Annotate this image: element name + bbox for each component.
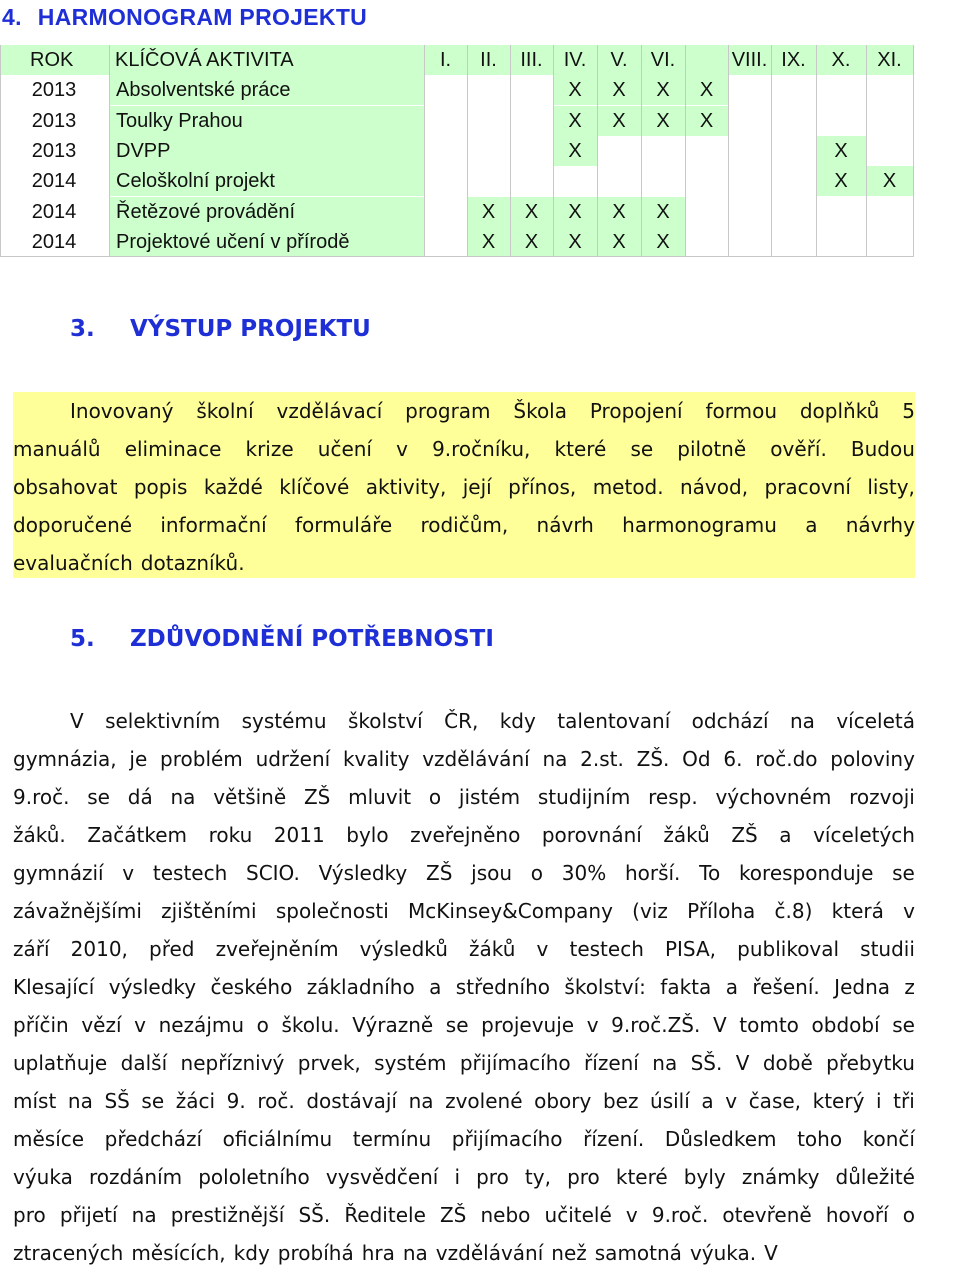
paragraph-line: gymnázia, je problém udržení kvality vzdělávání na 2.st. ZŠ. Od 6. roč.do poloviny (13, 747, 915, 771)
grid-vline (866, 45, 867, 257)
row-mark: X (553, 136, 597, 166)
header-rok: ROK (30, 49, 74, 71)
paragraph-line: příčin vězí v nezájmu o školu. Výrazně se projevuje v 9.roč.ZŠ. V tomto období se (13, 1013, 915, 1037)
row-mark (728, 166, 771, 196)
vystup-heading-number: 3. (70, 316, 95, 342)
row-mark (771, 197, 816, 227)
paragraph-line: měsíce předchází oficiálnímu termínu přijímacího řízení. Důsledkem toho končí (13, 1127, 915, 1151)
grid-vline (913, 45, 914, 257)
paragraph-line: ztracených měsících, kdy probíhá hra na vzdělávání než samotná výuka. V (13, 1241, 778, 1265)
paragraph-line: gymnázií v testech SCIO. Výsledky ZŠ jsou o 30% horší. To koresponduje se (13, 861, 915, 885)
header-month: V. (610, 49, 628, 71)
row-mark: X (685, 106, 728, 136)
row-mark (641, 166, 685, 196)
grid-vline (510, 45, 511, 257)
paragraph-line: žáků. Začátkem roku 2011 bylo zveřejněno porovnání žáků ZŠ a víceletých (13, 823, 915, 847)
grid-hline (0, 256, 913, 257)
row-mark (866, 197, 913, 227)
grid-vline (424, 45, 425, 257)
row-mark: X (467, 227, 510, 257)
row-year: 2013 (31, 140, 77, 162)
vystup-heading (70, 316, 371, 342)
row-mark: X (866, 166, 913, 196)
row-mark (553, 166, 597, 196)
header-month: III. (520, 49, 543, 71)
grid-vline (816, 45, 817, 257)
grid-vline (685, 45, 686, 257)
row-mark (424, 136, 467, 166)
row-mark: X (641, 75, 685, 105)
header-month: XI. (877, 49, 902, 71)
header-month: VIII. (731, 49, 768, 71)
row-mark: X (553, 75, 597, 105)
header-month: VI. (650, 49, 676, 71)
row-mark (597, 136, 641, 166)
paragraph-line: Inovovaný školní vzdělávací program Škola Propojení formou doplňků 5 (70, 399, 915, 423)
row-mark (728, 197, 771, 227)
paragraph-line: V selektivním systému školství ČR, kdy talentovaní odchází na víceletá (70, 709, 915, 733)
row-mark: X (553, 227, 597, 257)
row-mark: X (553, 106, 597, 136)
row-activity: DVPP (110, 136, 424, 166)
row-year: 2014 (31, 170, 77, 192)
row-activity: Toulky Prahou (110, 106, 424, 136)
zduvodneni-heading-number: 5. (70, 626, 95, 652)
row-mark (771, 227, 816, 257)
row-mark (685, 136, 728, 166)
row-mark (866, 75, 913, 105)
zduvodneni-heading-text: ZDŮVODNĚNÍ POTŘEBNOSTI (130, 626, 494, 652)
row-mark: X (510, 197, 553, 227)
row-mark (467, 75, 510, 105)
row-mark (510, 75, 553, 105)
paragraph-line: závažnějšími zjištěními společnosti McKinsey&Company (viz Příloha č.8) která v (13, 899, 915, 923)
row-mark (771, 106, 816, 136)
row-mark (816, 75, 866, 105)
row-mark (866, 106, 913, 136)
harmonogram-heading (2, 0, 367, 34)
header-month: II. (480, 49, 497, 71)
row-mark (771, 136, 816, 166)
grid-vline (0, 45, 1, 257)
header-month (685, 45, 728, 75)
row-mark: X (641, 106, 685, 136)
row-mark: X (510, 227, 553, 257)
header-month: IX. (781, 49, 806, 71)
paragraph-line: obsahovat popis každé klíčové aktivity, její přínos, metod. návod, pracovní listy, (13, 475, 915, 499)
grid-vline (641, 45, 642, 257)
row-activity: Projektové učení v přírodě (110, 227, 424, 257)
grid-vline (109, 45, 110, 257)
grid-vline (553, 45, 554, 257)
row-mark (816, 106, 866, 136)
paragraph-line: pro přijetí na prestižnější SŠ. Ředitele ZŠ nebo učitelé v 9.roč. otevřeně hovoří o (13, 1203, 915, 1227)
row-mark: X (597, 75, 641, 105)
paragraph-line: Klesající výsledky českého základního a středního školství: fakta a řešení. Jedna z (13, 975, 915, 999)
row-mark (510, 166, 553, 196)
row-mark (467, 136, 510, 166)
header-month: X. (831, 49, 851, 71)
row-mark (866, 136, 913, 166)
zduvodneni-heading (70, 626, 494, 652)
row-activity: Celoškolní projekt (110, 166, 424, 196)
row-activity: Řetězové provádění (110, 197, 424, 227)
harmonogram-heading-text: HARMONOGRAM PROJEKTU (37, 4, 368, 30)
row-year: 2013 (31, 79, 77, 101)
row-mark (685, 166, 728, 196)
row-mark: X (553, 197, 597, 227)
row-mark: X (641, 227, 685, 257)
header-month: IV. (563, 49, 587, 71)
paragraph-line: manuálů eliminace krize učení v 9.ročníku, které se pilotně ověří. Budou (13, 437, 915, 461)
paragraph-line: míst na SŠ se žáci 9. roč. dostávají na zvolené obory bez úsilí a v čase, který i tři (13, 1089, 915, 1113)
row-mark (467, 166, 510, 196)
row-mark (728, 227, 771, 257)
grid-vline (467, 45, 468, 257)
row-mark (728, 106, 771, 136)
row-mark (728, 136, 771, 166)
row-mark: X (597, 197, 641, 227)
vystup-paragraph (13, 392, 915, 578)
paragraph-line: uplatňuje další nepříznivý prvek, systém přijímacího řízení na SŠ. V době přebytku (13, 1051, 915, 1075)
row-mark (866, 227, 913, 257)
paragraph-line: 9.roč. se dá na většině ZŠ mluvit o jistém studijním resp. výchovném rozvoji (13, 785, 915, 809)
row-year: 2013 (31, 110, 77, 132)
row-activity: Absolventské práce (110, 75, 424, 105)
row-mark: X (597, 106, 641, 136)
vystup-heading-text: VÝSTUP PROJEKTU (130, 316, 371, 342)
grid-vline (597, 45, 598, 257)
row-mark (424, 75, 467, 105)
row-mark: X (816, 136, 866, 166)
row-mark (771, 75, 816, 105)
row-mark (816, 197, 866, 227)
grid-vline (771, 45, 772, 257)
row-mark (816, 227, 866, 257)
row-mark (510, 136, 553, 166)
row-year: 2014 (31, 201, 77, 223)
row-mark (728, 75, 771, 105)
grid-vline (728, 45, 729, 257)
row-mark: X (685, 75, 728, 105)
row-mark (771, 166, 816, 196)
row-year: 2014 (31, 231, 77, 253)
row-mark (467, 106, 510, 136)
header-activity: KLÍČOVÁ AKTIVITA (115, 49, 294, 71)
row-mark (510, 106, 553, 136)
paragraph-line: evaluačních dotazníků. (13, 551, 245, 575)
row-mark (424, 227, 467, 257)
paragraph-line: výuka rozdáním pololetního vysvědčení i pro ty, pro které byly známky důležité (13, 1165, 915, 1189)
row-mark (597, 166, 641, 196)
row-mark (641, 136, 685, 166)
row-mark: X (641, 197, 685, 227)
header-month: I. (439, 49, 452, 71)
row-mark (424, 106, 467, 136)
harmonogram-heading-number: 4. (2, 4, 22, 30)
harmonogram-table (0, 45, 960, 257)
row-mark: X (597, 227, 641, 257)
paragraph-line: září 2010, před zveřejněním výsledků žáků v testech PISA, publikoval studii (13, 937, 915, 961)
row-mark (424, 197, 467, 227)
row-mark: X (467, 197, 510, 227)
row-mark (424, 166, 467, 196)
row-mark (685, 227, 728, 257)
zduvodneni-paragraph (13, 702, 915, 1272)
row-mark (685, 197, 728, 227)
paragraph-line: doporučené informační formuláře rodičům, návrh harmonogramu a návrhy (13, 513, 915, 537)
row-mark: X (816, 166, 866, 196)
